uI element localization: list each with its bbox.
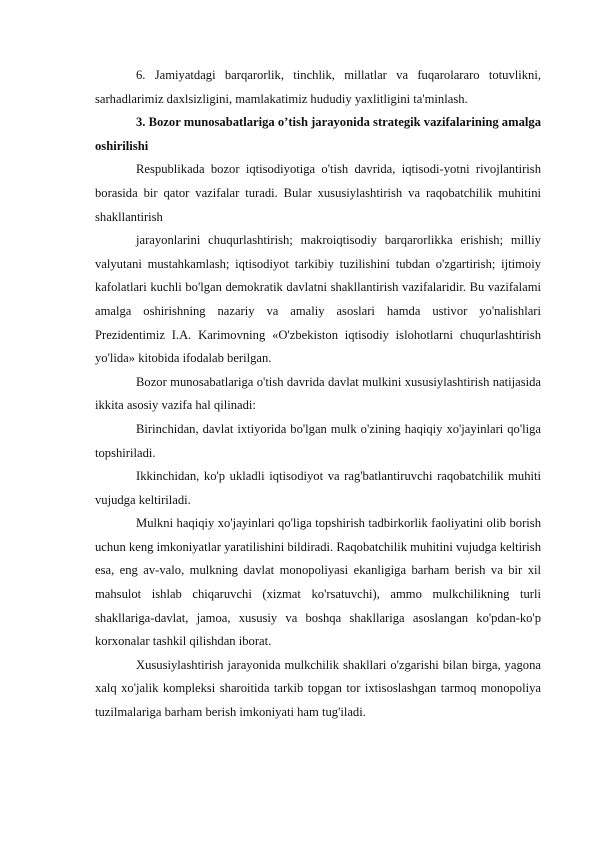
- paragraph-privatization-process: Xususiylashtirish jarayonida mulkchilik shakllari o'zgarishi bilan birga, yagona xalq xo'jalik kompleksi sharoitida tarkib topgan tor ixtisoslashgan tarmoq monopoliya tuzilmalariga barham berish imkoniyati ham tug'iladi.: [95, 657, 541, 720]
- paragraph-intro-tasks: Respublikada bozor iqtisodiyotiga o'tish davrida, iqtisodi-yotni rivojlantirish borasida bir qator vazifalar turadi. Bular xususiylashtirish va raqobatchilik muhitini shakllantirish: [95, 162, 541, 224]
- section-heading: 3. Bozor munosabatlariga o’tish jarayonida strategik vazifalarining amalga oshirilishi: [95, 115, 541, 153]
- paragraph-first-task: Birinchidan, davlat ixtiyorida bo'lgan mulk o'zining haqiqiy xo'jayinlari qo'liga topshiriladi.: [95, 421, 541, 460]
- paragraph-privatization-tasks: Bozor munosabatlariga o'tish davrida davlat mulkini xususiylashtirish natijasida ikkita asosiy vazifa hal qilinadi:: [95, 374, 541, 413]
- paragraph-tasks-list: jarayonlarini chuqurlashtirish; makroiqtisodiy barqarorlikka erishish; milliy valyutani mustahkamlash; iqtisodiyot tarkibiy tuzilishini tubdan o'zgartirish; ijtimoiy kafolatlari kuchli bo'lgan demokratik davlatni shakllantirish vazifalaridir. Bu vazifalami amalga oshirishning nazariy va amaliy asoslari hamda ustivor yo'nalishlari Prezidentimiz I.A. Karimovning «O'zbekiston iqtisodiy islohotlarni chuqurlashtirish yo'lida» kitobida ifodalab berilgan.: [95, 233, 541, 366]
- paragraph-second-task: Ikkinchidan, ko'p ukladli iqtisodiyot va rag'batlantiruvchi raqobatchilik muhiti vujudga keltiriladi.: [95, 469, 541, 507]
- paragraph-ownership-transfer: Mulkni haqiqiy xo'jayinlari qo'liga topshirish tadbirkorlik faoliyatini olib borish uchun keng imkoniyatlar yaratilishini bildiradi. Raqobatchilik muhitini vujudga keltirish esa, eng av-valo, mulkning davlat monopoliyasi ekanligiga barham berish va bir xil mahsulot ishlab chiqaruvchi (xizmat ko'rsatuvchi), ammo mulkchilikning turli shakllariga-davlat, jamoa, xususiy va boshqa shakllariga asoslangan ko'pdan-ko'p korxonalar tashkil qilishdan iborat.: [95, 516, 541, 649]
- paragraph-item-6-stability: 6. Jamiyatdagi barqarorlik, tinchlik, millatlar va fuqarolararo totuvlikni, sarhadlarimiz daxlsizligini, mamlakatimiz hududiy yaxlitligini ta'minlash.: [95, 68, 541, 106]
- document-body: [95, 64, 541, 725]
